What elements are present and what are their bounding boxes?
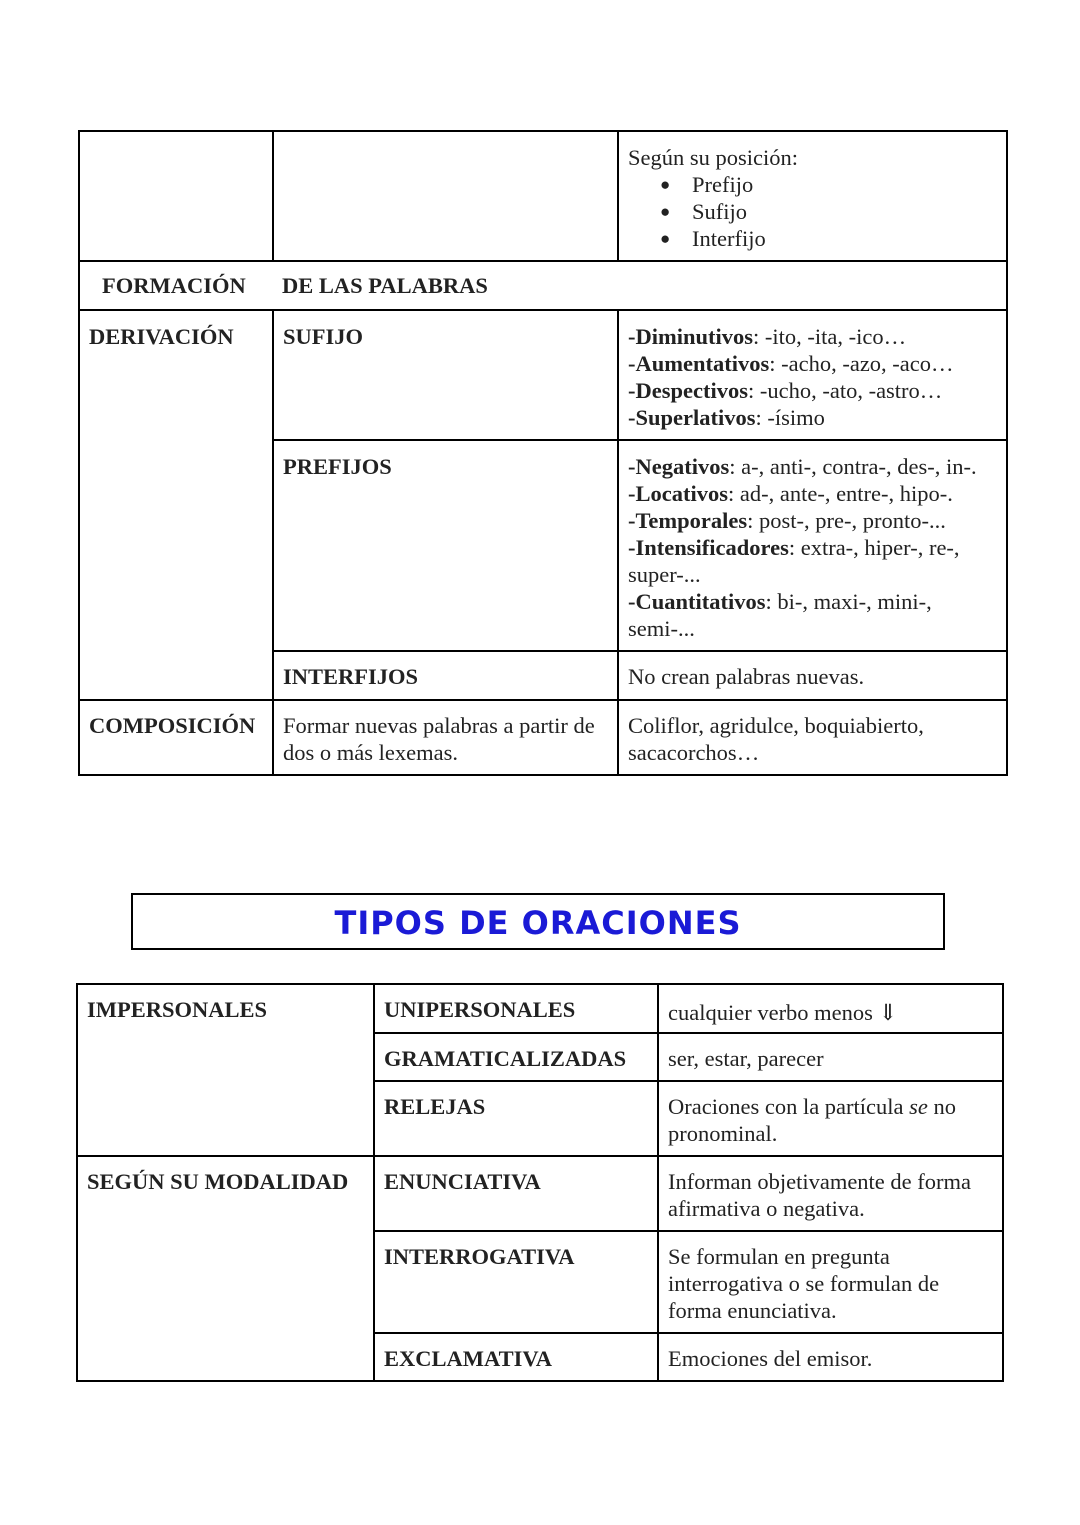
impersonales-label: IMPERSONALES (77, 984, 374, 1156)
list-item: -Despectivos: -ucho, -ato, -astro… (628, 378, 943, 403)
section-title-box (131, 893, 945, 950)
list-item: ● Prefijo (692, 171, 997, 198)
type-label: ENUNCIATIVA (374, 1156, 658, 1231)
type-label: EXCLAMATIVA (374, 1333, 658, 1381)
header-formacion: FORMACIÓN (79, 261, 273, 310)
type-label: RELEJAS (374, 1081, 658, 1156)
type-desc: Se formulan en pregunta interrogativa o se formulan de forma enunciativa. (658, 1231, 1003, 1333)
position-intro: Según su posición: (628, 145, 799, 170)
table-row (77, 1156, 1003, 1231)
type-label: GRAMATICALIZADAS (374, 1033, 658, 1081)
word-formation-table (78, 130, 1008, 776)
type-desc: Oraciones con la partícula se no pronominal. (658, 1081, 1003, 1156)
type-desc: cualquier verbo menos ⇓ (658, 984, 1003, 1033)
table-row (79, 700, 1007, 775)
list-item: ● Sufijo (692, 198, 997, 225)
table-row (79, 131, 1007, 261)
section-title: TIPOS DE ORACIONES (334, 904, 742, 942)
composicion-label: COMPOSICIÓN (79, 700, 273, 775)
empty-cell (273, 131, 618, 261)
type-desc: Emociones del emisor. (658, 1333, 1003, 1381)
list-item: -Temporales: post-, pre-, pronto-... (628, 508, 946, 533)
derivacion-label: DERIVACIÓN (79, 310, 273, 700)
interfijos-label: INTERFIJOS (273, 651, 618, 700)
modalidad-label: SEGÚN SU MODALIDAD (77, 1156, 374, 1381)
list-item: -Intensificadores: extra-, hiper-, re-, super-... (628, 535, 960, 587)
empty-cell (79, 131, 273, 261)
type-desc: ser, estar, parecer (658, 1033, 1003, 1081)
list-item: -Diminutivos: -ito, -ita, -ico… (628, 324, 907, 349)
type-label: INTERROGATIVA (374, 1231, 658, 1333)
table-row (79, 310, 1007, 440)
header-row (79, 261, 1007, 310)
empty-cell (618, 261, 1007, 310)
sufijo-label: SUFIJO (273, 310, 618, 440)
list-item: -Locativos: ad-, ante-, entre-, hipo-. (628, 481, 953, 506)
sufijo-desc (618, 310, 1007, 440)
interfijos-desc: No crean palabras nuevas. (618, 651, 1007, 700)
table-row (77, 984, 1003, 1033)
list-item: -Superlativos: -ísimo (628, 405, 825, 430)
list-item: -Cuantitativos: bi-, maxi-, mini-, semi-... (628, 589, 932, 641)
position-cell (618, 131, 1007, 261)
list-item: -Negativos: a-, anti-, contra-, des-, in-. (628, 454, 977, 479)
type-desc: Informan objetivamente de forma afirmativa o negativa. (658, 1156, 1003, 1231)
sentence-types-table (76, 983, 1004, 1382)
list-item: -Aumentativos: -acho, -azo, -aco… (628, 351, 954, 376)
list-item: ● Interfijo (692, 225, 997, 252)
position-list (628, 171, 997, 252)
header-palabras: DE LAS PALABRAS (273, 261, 618, 310)
type-label: UNIPERSONALES (374, 984, 658, 1033)
composicion-desc: Formar nuevas palabras a partir de dos o más lexemas. (273, 700, 618, 775)
composicion-examples: Coliflor, agridulce, boquiabierto, sacacorchos… (618, 700, 1007, 775)
prefijos-desc (618, 440, 1007, 651)
prefijos-label: PREFIJOS (273, 440, 618, 651)
